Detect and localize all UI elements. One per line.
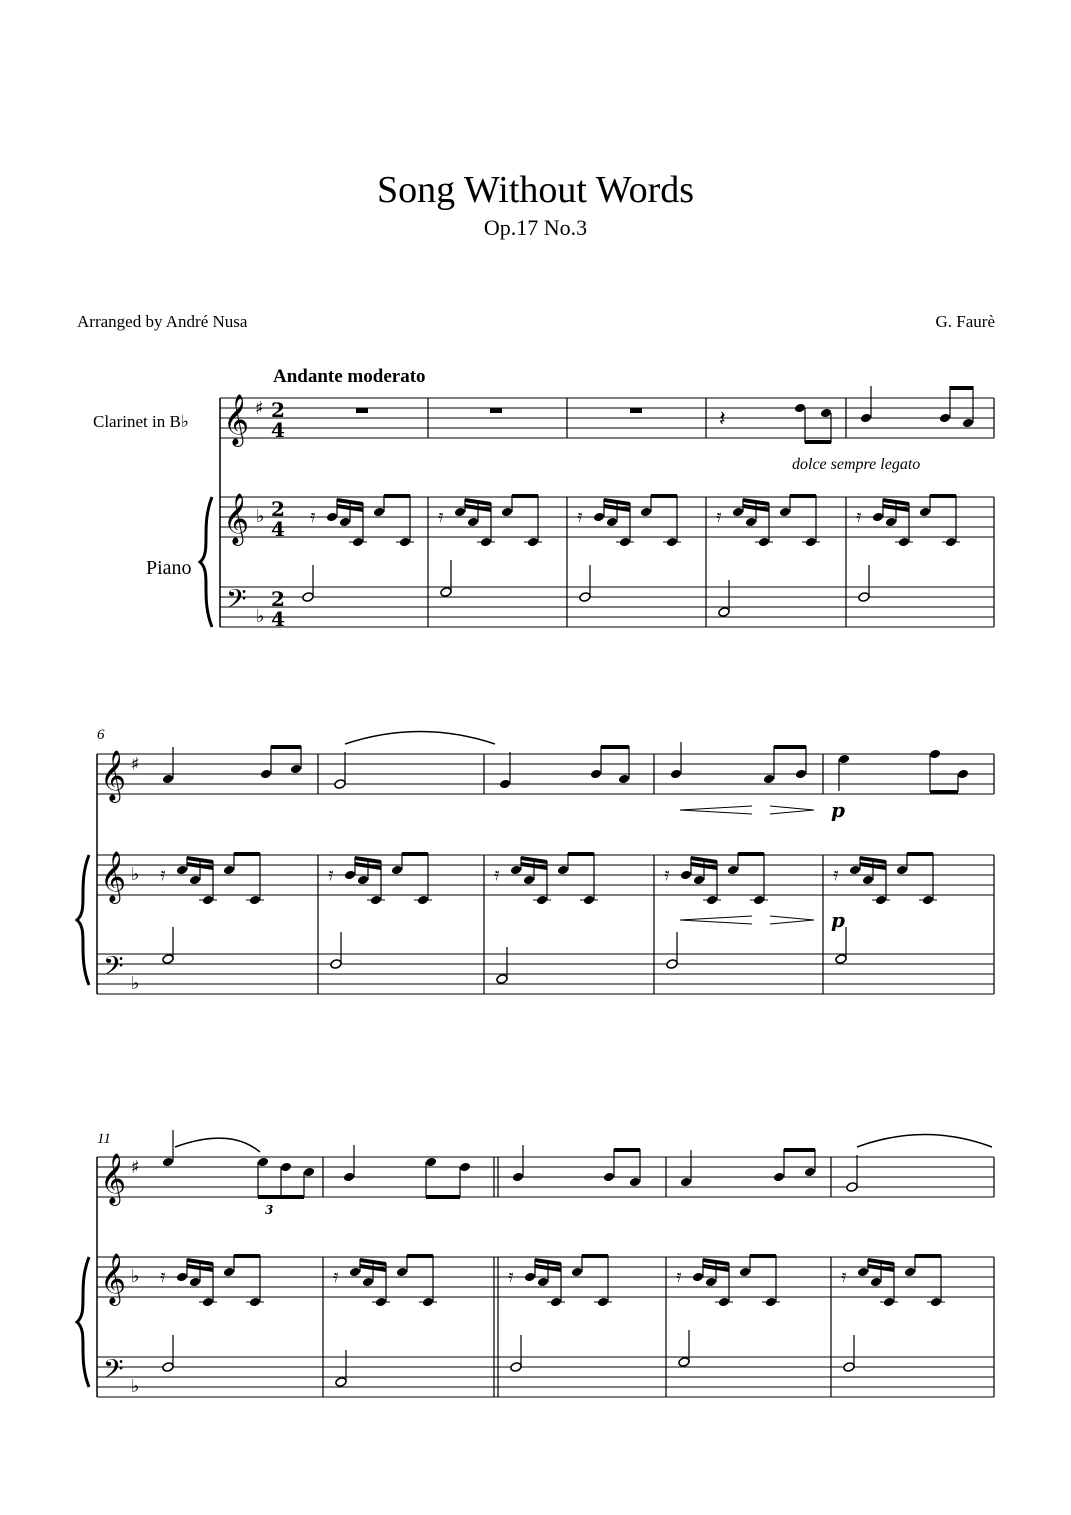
note-beam [402, 852, 428, 856]
note-head [838, 754, 850, 765]
tie-slur [345, 732, 495, 745]
bass-clef-icon: 𝄢 [103, 1353, 124, 1391]
note-beam [915, 1254, 941, 1258]
note-head [670, 769, 682, 780]
note-head [257, 1157, 269, 1168]
note-head [510, 865, 522, 876]
note-head [680, 870, 692, 881]
note-head [962, 418, 974, 429]
sixteenth-rest-icon: 𝄿 [856, 506, 862, 527]
sharp-icon: ♯ [255, 398, 264, 419]
note-head [501, 507, 513, 518]
note-head [344, 870, 356, 881]
note-head [391, 865, 403, 876]
note-head [870, 1277, 882, 1288]
score-title: Song Without Words [376, 169, 695, 211]
crescendo-hairpin [680, 806, 752, 814]
decrescendo-hairpin [770, 916, 814, 924]
note-head [223, 865, 235, 876]
treble-clef-icon: 𝄞 [100, 1253, 127, 1304]
flat-icon: ♭ [131, 864, 140, 885]
note-head [343, 1172, 355, 1183]
note-head [330, 959, 342, 970]
time-signature: 4 [271, 607, 285, 631]
note-head [603, 1172, 615, 1183]
piano-brace [200, 497, 212, 627]
note-beam [582, 1254, 608, 1258]
note-head [579, 592, 591, 603]
time-signature: 4 [271, 418, 285, 442]
dynamic-piano: p [831, 908, 845, 932]
note-head [795, 769, 807, 780]
note-head [629, 1177, 641, 1188]
note-head [459, 1162, 471, 1173]
note-head [571, 1267, 583, 1278]
flat-icon: ♭ [131, 1376, 140, 1397]
note-beam [805, 440, 831, 444]
note-beam [258, 1195, 304, 1199]
note-head [739, 1267, 751, 1278]
whole-rest [356, 408, 368, 413]
note-beam [774, 745, 806, 749]
note-head [454, 507, 466, 518]
note-beam [426, 1195, 460, 1199]
sixteenth-rest-icon: 𝄿 [841, 1266, 847, 1287]
sixteenth-rest-icon: 𝄿 [328, 864, 334, 885]
note-head [557, 865, 569, 876]
note-head [303, 1167, 315, 1178]
note-beam [750, 1254, 776, 1258]
note-head [678, 1357, 690, 1368]
treble-clef-icon: 𝄞 [223, 493, 250, 544]
note-beam [512, 494, 538, 498]
sixteenth-rest-icon: 𝄿 [333, 1266, 339, 1287]
note-beam [651, 494, 677, 498]
note-head [896, 865, 908, 876]
note-head [640, 507, 652, 518]
whole-rest [490, 408, 502, 413]
note-head [162, 1362, 174, 1373]
note-head [334, 779, 346, 790]
note-head [524, 1272, 536, 1283]
crescendo-hairpin [680, 916, 752, 924]
note-head [326, 512, 338, 523]
note-head [779, 507, 791, 518]
note-head [763, 774, 775, 785]
sixteenth-rest-icon: 𝄿 [716, 506, 722, 527]
note-head [872, 512, 884, 523]
clarinet-staff-label: Clarinet in B♭ [93, 412, 189, 431]
composer-credit: G. Faurè [935, 312, 995, 331]
note-head [162, 954, 174, 965]
note-head [496, 974, 508, 985]
piano-brace [77, 1257, 89, 1387]
note-head [843, 1362, 855, 1373]
note-head [357, 875, 369, 886]
note-head [835, 954, 847, 965]
note-head [804, 1167, 816, 1178]
note-head [537, 1277, 549, 1288]
note-head [666, 959, 678, 970]
flat-icon: ♭ [256, 606, 265, 627]
sixteenth-rest-icon: 𝄿 [310, 506, 316, 527]
note-head [885, 517, 897, 528]
note-head [773, 1172, 785, 1183]
note-head [820, 408, 832, 419]
note-head [606, 517, 618, 528]
note-head [425, 1157, 437, 1168]
dynamic-piano: p [831, 798, 845, 822]
sixteenth-rest-icon: 𝄿 [664, 864, 670, 885]
note-head [189, 1277, 201, 1288]
expression-marking: dolce sempre legato [792, 456, 921, 473]
note-head [692, 1272, 704, 1283]
note-head [680, 1177, 692, 1188]
note-beam [907, 852, 933, 856]
sixteenth-rest-icon: 𝄿 [833, 864, 839, 885]
tie-slur [175, 1138, 260, 1152]
note-head [349, 1267, 361, 1278]
note-head [189, 875, 201, 886]
note-head [727, 865, 739, 876]
note-head [939, 413, 951, 424]
note-head [862, 875, 874, 886]
note-head [290, 764, 302, 775]
note-beam [738, 852, 764, 856]
note-beam [930, 790, 958, 794]
tuplet-number: 3 [265, 1203, 274, 1217]
note-head [732, 507, 744, 518]
note-head [280, 1162, 292, 1173]
sharp-icon: ♯ [131, 1157, 140, 1178]
sixteenth-rest-icon: 𝄿 [160, 1266, 166, 1287]
tie-slur [857, 1135, 992, 1148]
piano-staff-label: Piano [146, 557, 192, 579]
note-head [396, 1267, 408, 1278]
note-head [593, 512, 605, 523]
note-head [846, 1182, 858, 1193]
flat-icon: ♭ [256, 506, 265, 527]
note-beam [930, 494, 956, 498]
treble-clef-icon: 𝄞 [100, 750, 127, 801]
note-head [512, 1172, 524, 1183]
note-head [590, 769, 602, 780]
time-signature: 2 [271, 587, 285, 611]
note-head [162, 1157, 174, 1168]
note-head [745, 517, 757, 528]
quarter-rest-icon: 𝄽 [719, 407, 726, 432]
note-head [339, 517, 351, 528]
note-beam [234, 852, 260, 856]
note-beam [950, 386, 973, 390]
whole-rest [630, 408, 642, 413]
bass-clef-icon: 𝄢 [226, 583, 247, 621]
note-beam [407, 1254, 433, 1258]
score-subtitle: Op.17 No.3 [483, 215, 588, 240]
time-signature: 2 [271, 398, 285, 422]
tempo-marking: Andante moderato [273, 366, 426, 387]
note-head [523, 875, 535, 886]
note-head [857, 1267, 869, 1278]
sixteenth-rest-icon: 𝄿 [676, 1266, 682, 1287]
note-head [860, 413, 872, 424]
treble-clef-icon: 𝄞 [223, 394, 250, 445]
note-head [919, 507, 931, 518]
note-beam [601, 745, 629, 749]
note-beam [568, 852, 594, 856]
note-head [362, 1277, 374, 1288]
arranger-credit: Arranged by André Nusa [77, 312, 248, 331]
sixteenth-rest-icon: 𝄿 [438, 506, 444, 527]
treble-clef-icon: 𝄞 [100, 851, 127, 902]
piano-brace [77, 855, 89, 985]
flat-icon: ♭ [131, 1266, 140, 1287]
note-head [335, 1377, 347, 1388]
note-head [176, 1272, 188, 1283]
note-head [618, 774, 630, 785]
note-beam [790, 494, 816, 498]
sixteenth-rest-icon: 𝄿 [508, 1266, 514, 1287]
note-head [718, 607, 730, 618]
note-head [302, 592, 314, 603]
note-beam [234, 1254, 260, 1258]
note-beam [614, 1148, 640, 1152]
time-signature: 2 [271, 497, 285, 521]
treble-clef-icon: 𝄞 [100, 1153, 127, 1204]
note-head [929, 749, 941, 760]
note-head [499, 779, 511, 790]
note-head [467, 517, 479, 528]
note-beam [784, 1148, 815, 1152]
note-head [260, 769, 272, 780]
sharp-icon: ♯ [131, 754, 140, 775]
sixteenth-rest-icon: 𝄿 [494, 864, 500, 885]
flat-icon: ♭ [131, 973, 140, 994]
note-head [162, 774, 174, 785]
note-head [510, 1362, 522, 1373]
note-head [693, 875, 705, 886]
note-beam [271, 745, 301, 749]
note-head [904, 1267, 916, 1278]
sixteenth-rest-icon: 𝄿 [160, 864, 166, 885]
note-head [373, 507, 385, 518]
note-head [957, 769, 969, 780]
time-signature: 4 [271, 517, 285, 541]
note-head [705, 1277, 717, 1288]
note-head [849, 865, 861, 876]
note-head [176, 865, 188, 876]
measure-number-6: 6 [97, 727, 105, 743]
sixteenth-rest-icon: 𝄿 [577, 506, 583, 527]
note-head [440, 587, 452, 598]
measure-number-11: 11 [97, 1131, 111, 1147]
decrescendo-hairpin [770, 806, 814, 814]
note-head [794, 403, 806, 414]
note-beam [384, 494, 410, 498]
note-head [858, 592, 870, 603]
bass-clef-icon: 𝄢 [103, 950, 124, 988]
note-head [223, 1267, 235, 1278]
